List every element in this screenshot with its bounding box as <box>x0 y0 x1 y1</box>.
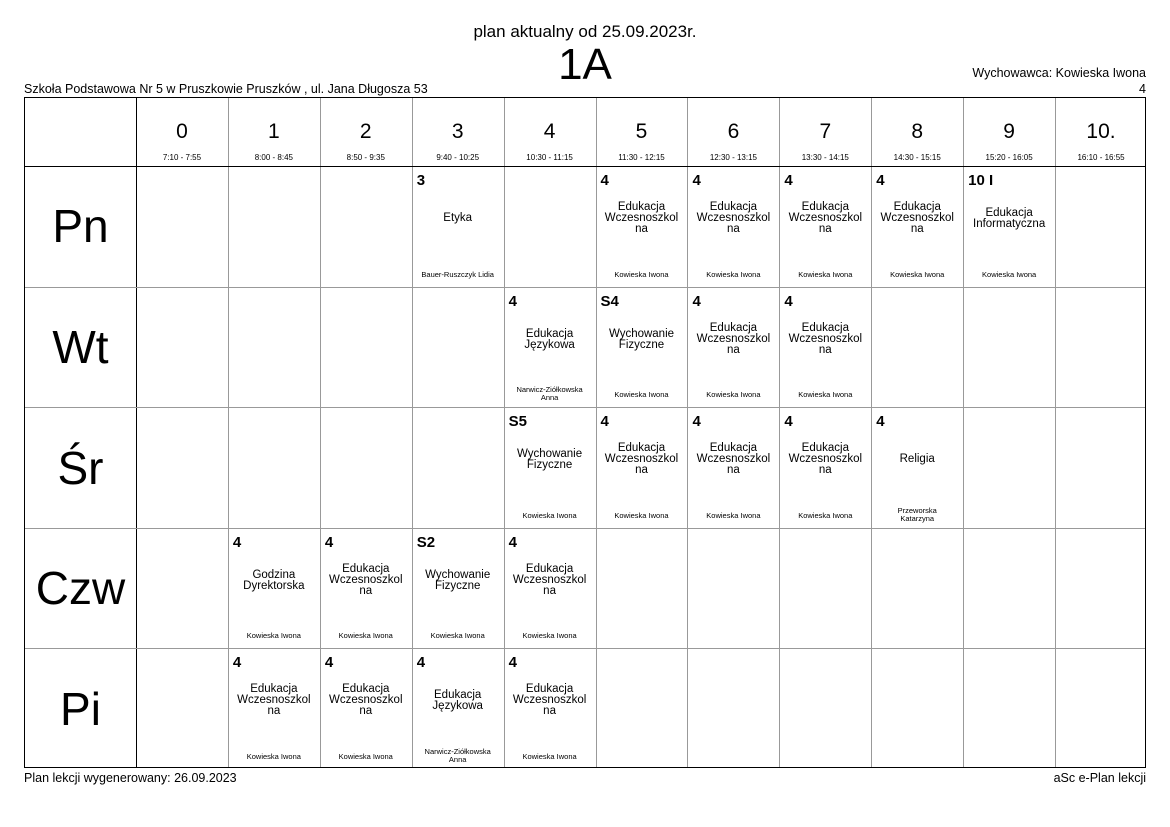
lesson-cell <box>963 166 1055 287</box>
lesson-cell <box>412 166 504 287</box>
room-number: 4 <box>600 172 609 189</box>
period-time: 12:30 - 13:15 <box>709 153 757 162</box>
teacher-name: Narwicz-Ziółkowska Anna <box>516 385 583 403</box>
teacher-name: Kowieska Iwona <box>798 269 853 279</box>
room-number: 4 <box>508 654 517 672</box>
period-number: 3 <box>451 120 464 143</box>
teacher-name: Kowieska Iwona <box>246 631 301 641</box>
subject-name: Edukacja Wczesnoszkol na <box>788 442 863 477</box>
grid-column-line <box>1055 98 1056 767</box>
subject-name: Edukacja Językowa <box>524 327 575 351</box>
subject-name: Edukacja Wczesnoszkol na <box>512 562 587 597</box>
room-number: 4 <box>692 292 701 310</box>
teacher-name: Kowieska Iwona <box>798 510 853 520</box>
teacher-name: Kowieska Iwona <box>338 751 393 761</box>
subject-name: Edukacja Wczesnoszkol na <box>329 562 403 597</box>
teacher-name: Kowieska Iwona <box>614 510 669 520</box>
room-number: S2 <box>416 533 436 551</box>
period-number: 0 <box>176 120 188 143</box>
subject-name: Edukacja Wczesnoszkol na <box>788 201 863 235</box>
room-number: 4 <box>784 172 793 189</box>
period-time: 8:50 - 9:35 <box>346 153 385 162</box>
teacher-name: Kowieska Iwona <box>890 269 945 279</box>
room-number: 3 <box>416 172 426 189</box>
subject-name: Edukacja Językowa <box>432 689 483 713</box>
lesson-cell <box>504 287 596 408</box>
period-time: 11:30 - 12:15 <box>618 153 665 162</box>
teacher-name: Narwicz-Ziółkowska Anna <box>424 746 491 764</box>
teacher-name: Kowieska Iwona <box>706 390 761 400</box>
timetable-grid <box>24 97 1146 768</box>
lesson-cell <box>412 648 504 769</box>
lesson-cell <box>228 648 320 769</box>
lesson-cell <box>412 528 504 649</box>
room-number: 4 <box>508 292 517 310</box>
class-name: 1A <box>558 40 612 89</box>
room-number: 4 <box>600 413 609 431</box>
form-teacher-room: 4 <box>1139 82 1146 96</box>
period-time: 7:10 - 7:55 <box>162 153 202 162</box>
subject-name: Edukacja Informatyczna <box>973 207 1046 230</box>
generated-date: Plan lekcji wygenerowany: 26.09.2023 <box>24 771 237 785</box>
room-number: 4 <box>232 654 242 672</box>
room-number: 4 <box>324 533 334 551</box>
room-number: 4 <box>784 413 793 431</box>
period-number: 6 <box>727 120 740 143</box>
teacher-name: Kowieska Iwona <box>338 631 393 641</box>
period-time: 10:30 - 11:15 <box>526 153 573 162</box>
teacher-name: Kowieska Iwona <box>614 269 669 279</box>
period-time: 9:40 - 10:25 <box>436 153 480 162</box>
plan-title: plan aktualny od 25.09.2023r. <box>473 22 697 41</box>
day-label: Czw <box>35 562 126 615</box>
room-number: 4 <box>784 292 793 310</box>
period-number: 4 <box>543 120 556 143</box>
subject-name: Edukacja Wczesnoszkol na <box>604 442 679 477</box>
period-number: 2 <box>359 120 372 143</box>
lesson-cell <box>596 166 688 287</box>
period-number: 10. <box>1086 120 1116 143</box>
subject-name: Godzina Dyrektorska <box>243 568 305 592</box>
grid-column-line <box>136 98 137 767</box>
period-time: 16:10 - 16:55 <box>1077 153 1125 162</box>
lesson-cell <box>596 407 688 528</box>
teacher-name: Kowieska Iwona <box>706 269 761 279</box>
lesson-cell <box>504 407 596 528</box>
period-number: 9 <box>1003 120 1015 143</box>
subject-name: Edukacja Wczesnoszkol na <box>696 201 771 235</box>
subject-name: Edukacja Wczesnoszkol na <box>237 683 311 718</box>
period-time: 14:30 - 15:15 <box>893 153 941 162</box>
period-number: 5 <box>635 120 648 143</box>
teacher-name: Kowieska Iwona <box>522 751 577 761</box>
room-number: 4 <box>232 533 242 551</box>
room-number: S4 <box>600 292 619 310</box>
subject-name: Wychowanie Fizyczne <box>608 327 675 351</box>
subject-name: Edukacja Wczesnoszkol na <box>880 201 954 235</box>
subject-name: Etyka <box>443 212 473 224</box>
lesson-cell <box>687 407 779 528</box>
day-label: Pn <box>52 200 109 253</box>
room-number: 4 <box>876 172 885 189</box>
room-number: 4 <box>692 172 701 189</box>
subject-name: Wychowanie Fizyczne <box>425 568 491 592</box>
room-number: 4 <box>692 413 701 431</box>
subject-name: Edukacja Wczesnoszkol na <box>512 683 587 718</box>
teacher-name: Kowieska Iwona <box>614 390 669 400</box>
software-name: aSc e-Plan lekcji <box>1053 771 1146 785</box>
subject-name: Edukacja Wczesnoszkol na <box>696 442 771 477</box>
teacher-name: Przeworska Katarzyna <box>897 505 937 523</box>
period-number: 8 <box>911 120 924 143</box>
teacher-name: Kowieska Iwona <box>706 510 761 520</box>
lesson-cell <box>320 528 412 649</box>
lesson-cell <box>504 528 596 649</box>
room-number: 4 <box>416 654 426 672</box>
period-number: 1 <box>268 120 280 143</box>
subject-name: Edukacja Wczesnoszkol na <box>788 321 863 356</box>
subject-name: Edukacja Wczesnoszkol na <box>329 683 403 718</box>
lesson-cell <box>779 287 871 408</box>
lesson-cell <box>504 648 596 769</box>
lesson-cell <box>687 287 779 408</box>
room-number: S5 <box>508 413 527 431</box>
room-number: 10 I <box>968 172 994 189</box>
teacher-name: Bauer-Ruszczyk Lidia <box>421 269 494 279</box>
lesson-cell <box>320 648 412 769</box>
teacher-name: Kowieska Iwona <box>246 751 301 761</box>
period-time: 8:00 - 8:45 <box>254 153 293 162</box>
room-number: 4 <box>876 413 885 431</box>
subject-name: Edukacja Wczesnoszkol na <box>604 201 679 235</box>
lesson-cell <box>779 166 871 287</box>
lesson-cell <box>871 407 963 528</box>
form-teacher: Wychowawca: Kowieska Iwona <box>972 66 1146 80</box>
teacher-name: Kowieska Iwona <box>430 631 485 641</box>
teacher-name: Kowieska Iwona <box>798 390 853 400</box>
lesson-cell <box>228 528 320 649</box>
day-label: Śr <box>57 441 104 494</box>
room-number: 4 <box>508 533 517 551</box>
teacher-name: Kowieska Iwona <box>522 510 577 520</box>
teacher-name: Kowieska Iwona <box>522 631 577 641</box>
subject-name: Edukacja Wczesnoszkol na <box>696 321 771 356</box>
day-label: Wt <box>52 320 109 373</box>
period-time: 15:20 - 16:05 <box>985 153 1033 162</box>
period-time: 13:30 - 14:15 <box>801 153 849 162</box>
lesson-cell <box>779 407 871 528</box>
lesson-cell <box>871 166 963 287</box>
room-number: 4 <box>324 654 334 672</box>
lesson-cell <box>596 287 688 408</box>
day-label: Pi <box>60 682 101 735</box>
teacher-name: Kowieska Iwona <box>982 269 1037 279</box>
lesson-cell <box>687 166 779 287</box>
subject-name: Wychowanie Fizyczne <box>517 448 583 472</box>
subject-name: Religia <box>899 453 935 466</box>
period-number: 7 <box>819 120 832 143</box>
school-name: Szkoła Podstawowa Nr 5 w Pruszkowie Pruszków , ul. Jana Długosza 53 <box>24 82 428 96</box>
